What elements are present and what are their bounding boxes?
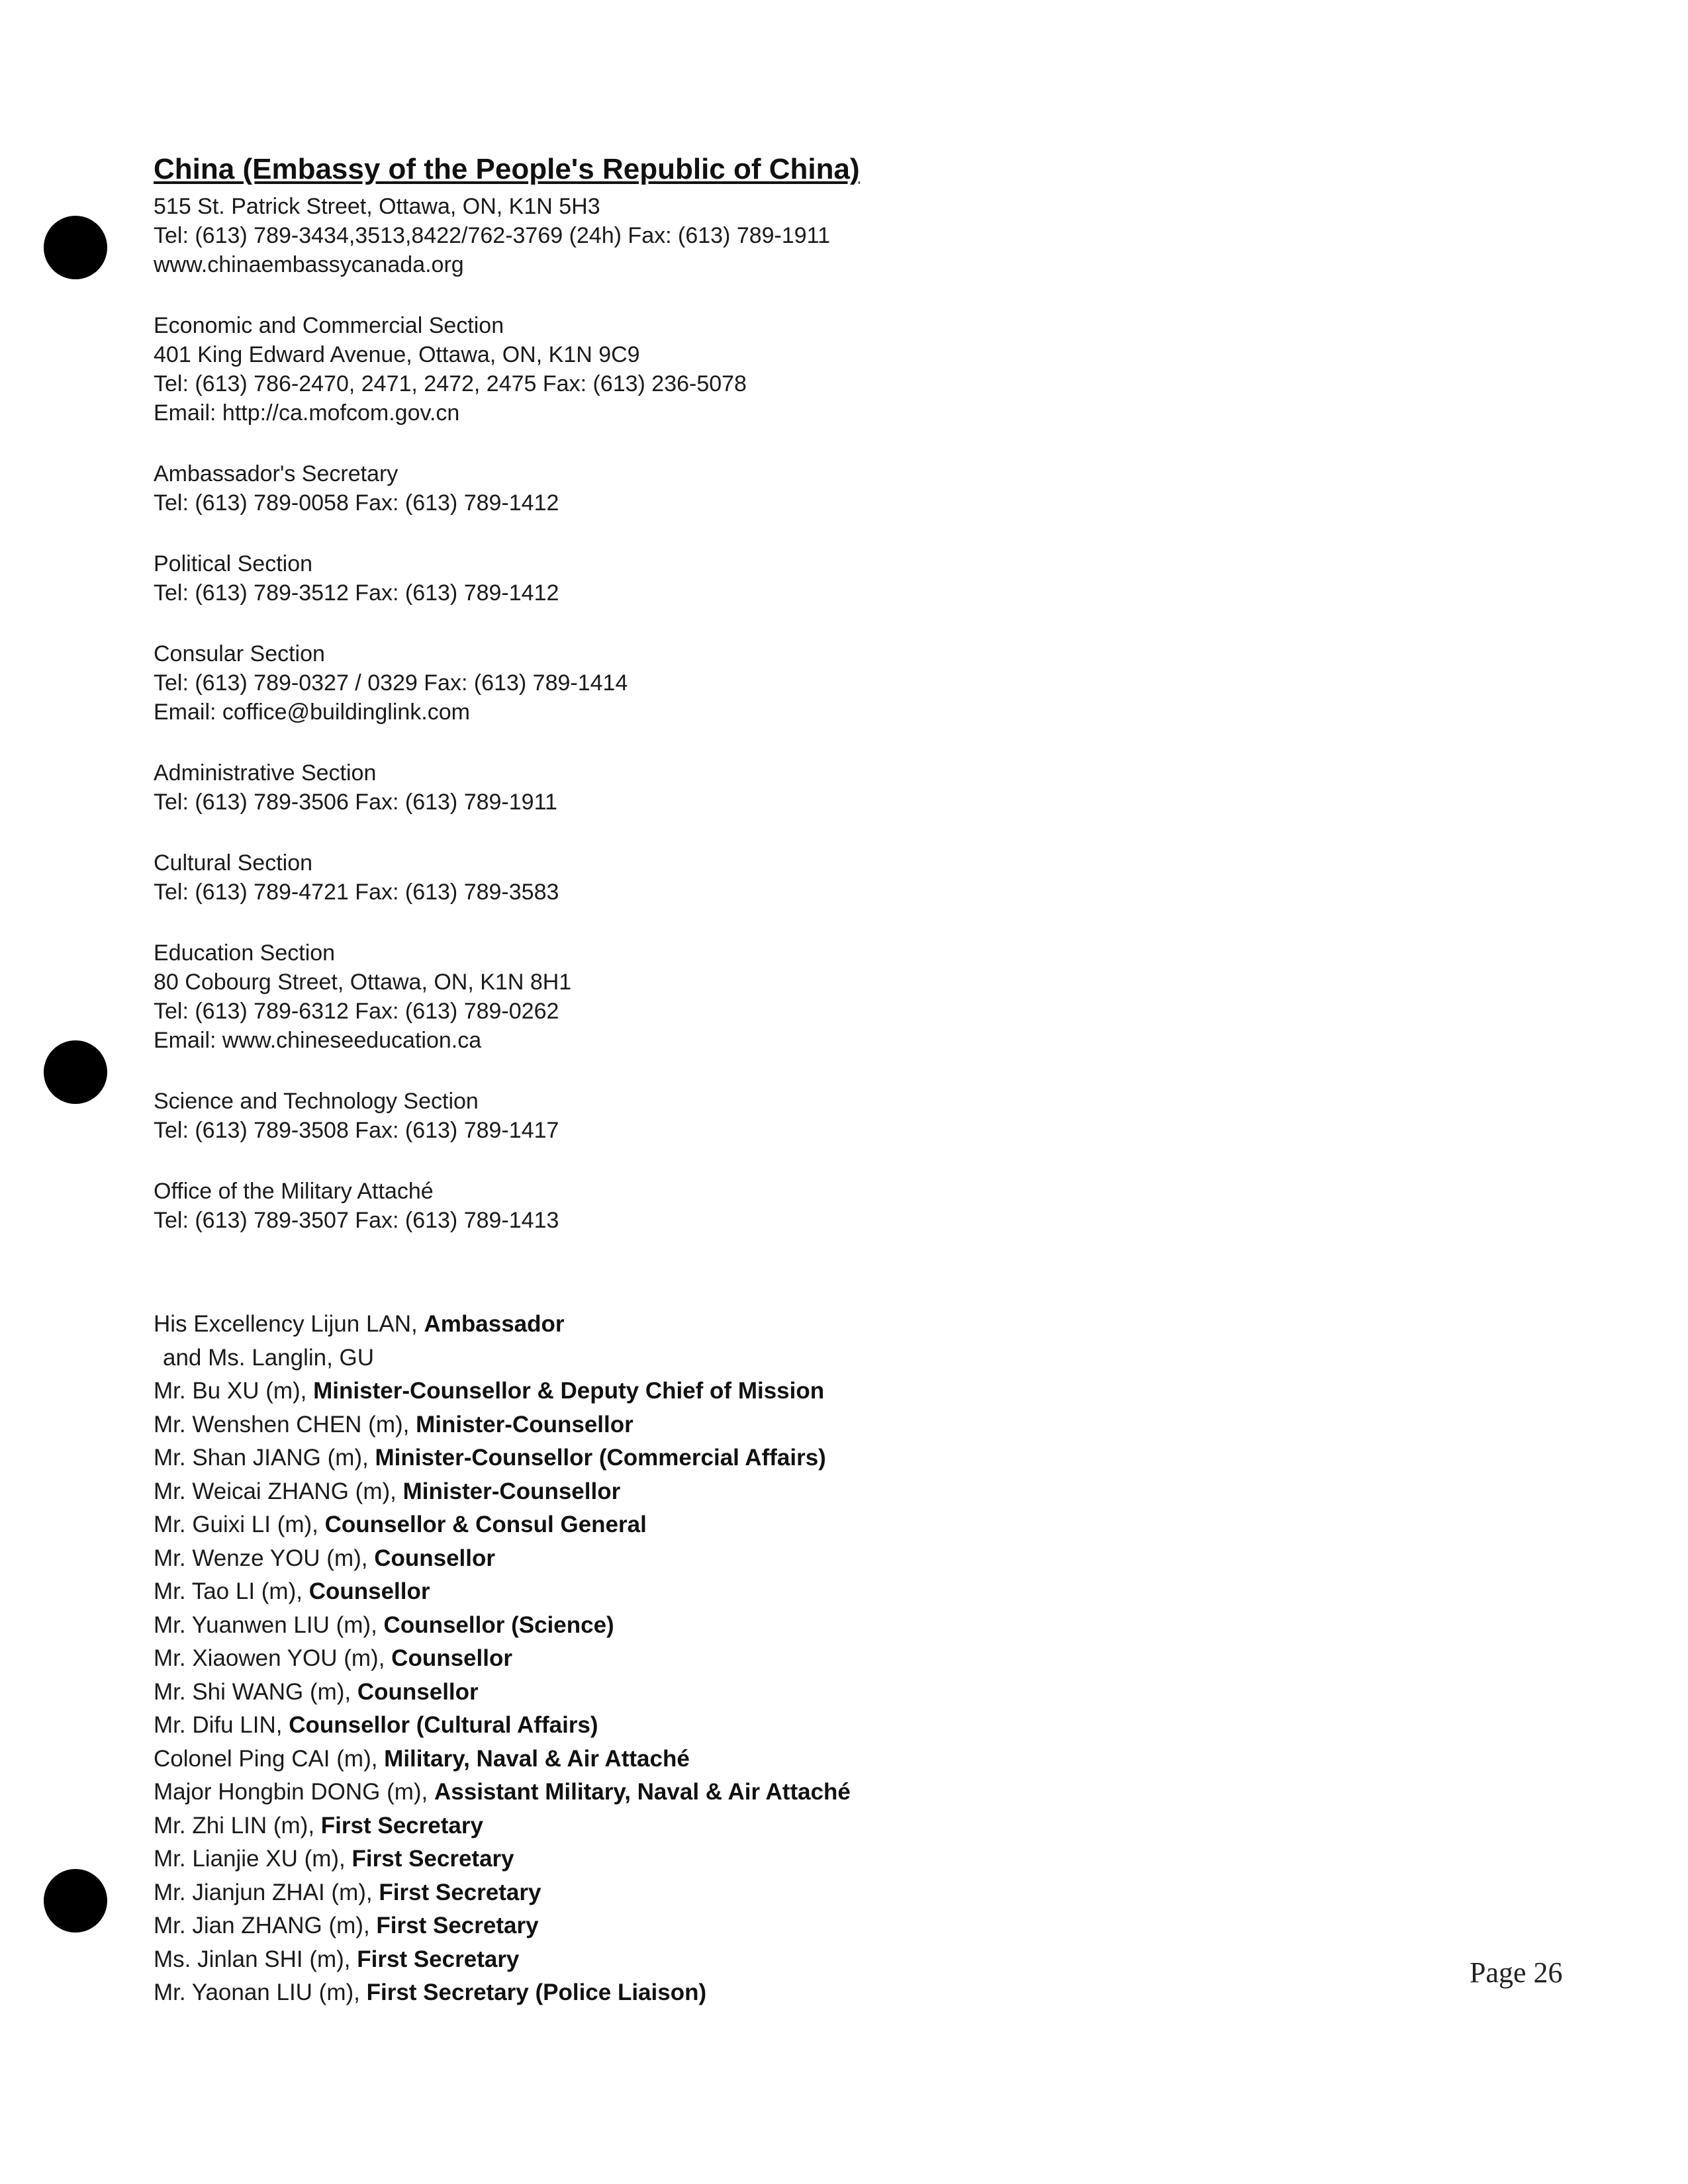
- staff-row: [154, 1943, 1080, 1977]
- staff-name: and Ms. Langlin, GU: [163, 1344, 375, 1371]
- staff-title: Counsellor (Science): [383, 1612, 614, 1638]
- staff-name: Mr. Tao LI (m),: [154, 1578, 309, 1604]
- staff-row: [154, 1709, 1080, 1743]
- staff-row: [154, 1976, 1080, 2010]
- embassy-website: www.chinaembassycanada.org: [154, 252, 464, 277]
- staff-title: Counsellor: [374, 1545, 495, 1571]
- section-name: Administrative Section: [154, 760, 377, 786]
- embassy-title: China (Embassy of the People's Republic of China): [154, 153, 860, 185]
- section-list: [154, 311, 1080, 1235]
- staff-row: [154, 1475, 1080, 1509]
- section-block: [154, 758, 1080, 817]
- section-detail: Email: http://ca.mofcom.gov.cn: [154, 400, 460, 426]
- staff-title: First Secretary: [357, 1946, 520, 1972]
- staff-title: Counsellor: [391, 1645, 512, 1671]
- staff-name: Mr. Wenshen CHEN (m),: [154, 1411, 416, 1437]
- section-detail: 401 King Edward Avenue, Ottawa, ON, K1N 9C9: [154, 342, 640, 367]
- staff-title: First Secretary: [376, 1913, 539, 1938]
- embassy-address: 515 St. Patrick Street, Ottawa, ON, K1N 5H3: [154, 194, 600, 219]
- staff-name: Mr. Guixi LI (m),: [154, 1512, 325, 1537]
- staff-title: Counsellor & Consul General: [324, 1512, 647, 1537]
- section-block: [154, 311, 1080, 428]
- section-name: Ambassador's Secretary: [154, 461, 399, 486]
- staff-name: Mr. Shi WANG (m),: [154, 1678, 357, 1705]
- staff-name: Mr. Jianjun ZHAI (m),: [154, 1879, 379, 1905]
- staff-title: Counsellor: [357, 1678, 479, 1705]
- section-block: [154, 459, 1080, 518]
- section-block: [154, 938, 1080, 1055]
- staff-row: [154, 1441, 1080, 1475]
- section-block: [154, 639, 1080, 727]
- page-number: Page 26: [1470, 1956, 1563, 1989]
- section-name: Cultural Section: [154, 850, 313, 876]
- staff-title: Minister-Counsellor (Commercial Affairs): [375, 1445, 826, 1471]
- staff-title: First Secretary (Police Liaison): [366, 1979, 707, 2005]
- staff-name: Mr. Zhi LIN (m),: [154, 1812, 321, 1839]
- punch-hole-middle: [44, 1040, 107, 1104]
- staff-name: Mr. Jian ZHANG (m),: [154, 1913, 377, 1938]
- staff-title: Minister-Counsellor & Deputy Chief of Mission: [313, 1378, 825, 1404]
- section-block: [154, 1087, 1080, 1145]
- staff-name: Mr. Lianjie XU (m),: [154, 1846, 352, 1872]
- staff-title: Minister-Counsellor: [402, 1478, 621, 1504]
- staff-title: Ambassador: [424, 1311, 565, 1337]
- staff-row: [154, 1342, 1080, 1375]
- section-name: Economic and Commercial Section: [154, 313, 504, 338]
- embassy-phone: Tel: (613) 789-3434,3513,8422/762-3769 (24h) Fax: (613) 789-1911: [154, 223, 830, 248]
- staff-name: Mr. Bu XU (m),: [154, 1378, 314, 1404]
- staff-title: Counsellor: [308, 1578, 430, 1604]
- staff-name: Mr. Difu LIN,: [154, 1712, 289, 1738]
- section-detail: Email: www.chineseeducation.ca: [154, 1028, 482, 1053]
- section-block: [154, 848, 1080, 907]
- staff-row: [154, 1642, 1080, 1676]
- staff-name: Major Hongbin DONG (m),: [154, 1779, 434, 1805]
- section-name: Political Section: [154, 551, 313, 576]
- staff-row: [154, 1408, 1080, 1442]
- staff-name: Mr. Xiaowen YOU (m),: [154, 1645, 392, 1671]
- section-detail: Tel: (613) 789-3507 Fax: (613) 789-1413: [154, 1208, 559, 1233]
- section-detail: Tel: (613) 786-2470, 2471, 2472, 2475 Fax: (613) 236-5078: [154, 371, 747, 396]
- staff-row: [154, 1876, 1080, 1910]
- section-detail: Tel: (613) 789-0327 / 0329 Fax: (613) 789-1414: [154, 670, 628, 696]
- staff-title: First Secretary: [352, 1846, 514, 1872]
- staff-row: [154, 1375, 1080, 1408]
- staff-title: Minister-Counsellor: [416, 1411, 633, 1437]
- staff-name: Ms. Jinlan SHI (m),: [154, 1946, 357, 1972]
- staff-row: [154, 1676, 1080, 1709]
- staff-title: Military, Naval & Air Attaché: [384, 1745, 690, 1772]
- section-name: Consular Section: [154, 641, 325, 666]
- staff-row: [154, 1308, 1080, 1342]
- section-detail: Tel: (613) 789-0058 Fax: (613) 789-1412: [154, 490, 559, 516]
- staff-title: First Secretary: [320, 1812, 483, 1839]
- section-name: Office of the Military Attaché: [154, 1179, 434, 1204]
- section-block: [154, 549, 1080, 608]
- staff-name: His Excellency Lijun LAN,: [154, 1311, 424, 1337]
- staff-row: [154, 1508, 1080, 1542]
- staff-row: [154, 1542, 1080, 1576]
- staff-row: [154, 1809, 1080, 1843]
- embassy-header: [154, 151, 1080, 279]
- staff-title: First Secretary: [379, 1879, 541, 1905]
- section-detail: Tel: (613) 789-6312 Fax: (613) 789-0262: [154, 999, 559, 1024]
- section-detail: Tel: (613) 789-3512 Fax: (613) 789-1412: [154, 580, 559, 606]
- staff-row: [154, 1575, 1080, 1609]
- punch-hole-top: [44, 216, 107, 279]
- staff-title: Assistant Military, Naval & Air Attaché: [434, 1779, 851, 1805]
- staff-row: [154, 1743, 1080, 1776]
- staff-list: [154, 1308, 1080, 2010]
- staff-name: Mr. Yaonan LIU (m),: [154, 1979, 367, 2005]
- staff-name: Colonel Ping CAI (m),: [154, 1745, 385, 1772]
- staff-row: [154, 1776, 1080, 1809]
- staff-name: Mr. Weicai ZHANG (m),: [154, 1478, 403, 1504]
- section-name: Education Section: [154, 940, 336, 966]
- staff-name: Mr. Wenze YOU (m),: [154, 1545, 375, 1571]
- staff-title: Counsellor (Cultural Affairs): [289, 1712, 598, 1738]
- section-block: [154, 1177, 1080, 1235]
- staff-name: Mr. Shan JIANG (m),: [154, 1445, 375, 1471]
- section-detail: 80 Cobourg Street, Ottawa, ON, K1N 8H1: [154, 970, 572, 995]
- staff-row: [154, 1609, 1080, 1643]
- section-name: Science and Technology Section: [154, 1089, 479, 1114]
- staff-row: [154, 1843, 1080, 1876]
- punch-hole-bottom: [44, 1869, 107, 1933]
- section-detail: Email: coffice@buildinglink.com: [154, 700, 470, 725]
- section-detail: Tel: (613) 789-4721 Fax: (613) 789-3583: [154, 880, 559, 905]
- staff-name: Mr. Yuanwen LIU (m),: [154, 1612, 384, 1638]
- document-body: [154, 151, 1080, 2010]
- section-detail: Tel: (613) 789-3508 Fax: (613) 789-1417: [154, 1118, 559, 1143]
- staff-row: [154, 1909, 1080, 1943]
- section-detail: Tel: (613) 789-3506 Fax: (613) 789-1911: [154, 790, 557, 815]
